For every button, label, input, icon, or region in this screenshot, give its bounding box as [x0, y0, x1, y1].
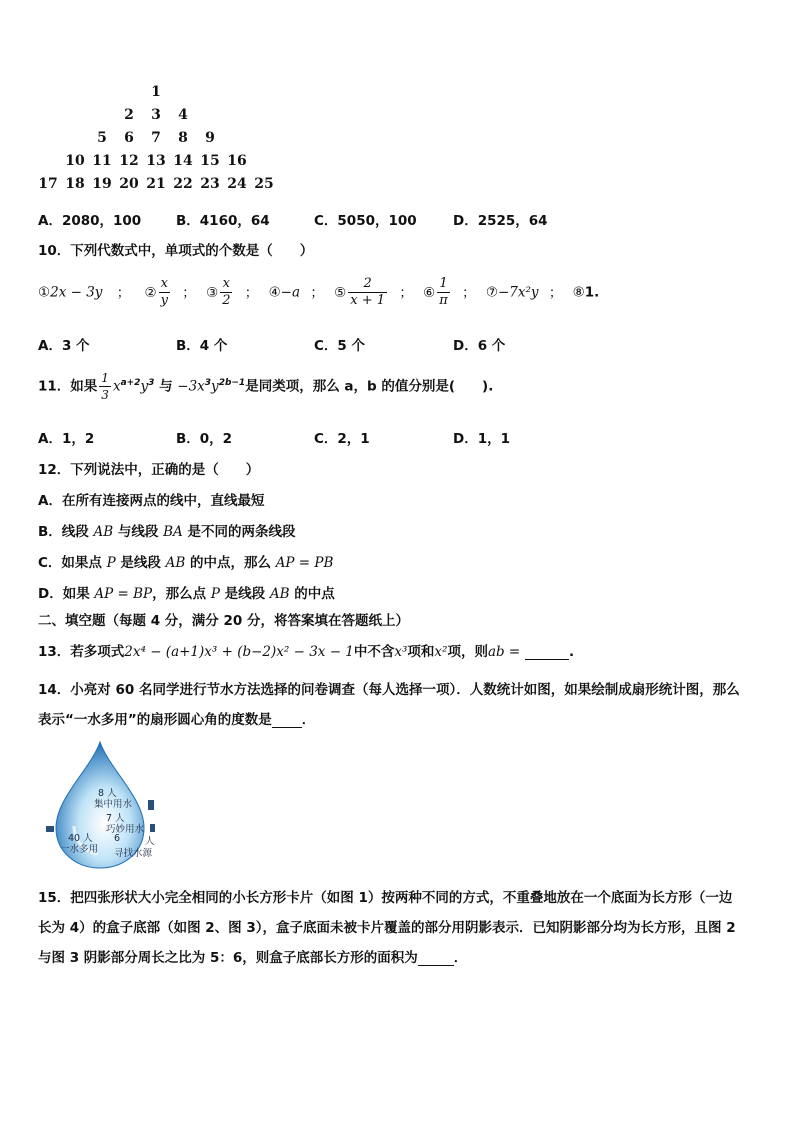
q12-stem: 12．下列说法中，正确的是（ ）: [38, 462, 260, 478]
triangle-number: 16: [227, 153, 247, 169]
q12-option-a[interactable]: A．在所有连接两点的线中，直线最短: [38, 493, 265, 509]
triangle-number: 8: [178, 130, 188, 146]
q15-line-1: 15．把四张形状大小完全相同的小长方形卡片（如图 1）按两种不同的方式，不重叠地放在一个底面为长方形（一边: [38, 890, 733, 906]
figure-label: 巧妙用水: [106, 824, 145, 835]
q15-line-3: 与图 3 阴影部分周长之比为 5：6，则盒子底部长方形的面积为 ．: [38, 950, 468, 966]
q12-option-c[interactable]: C．如果点 P 是线段 AB 的中点，那么 AP = PB: [38, 555, 334, 571]
q10-option-c[interactable]: C．5 个: [314, 338, 366, 354]
answer-blank[interactable]: [525, 645, 569, 660]
figure-label: 集中用水: [94, 799, 133, 810]
answer-blank[interactable]: [418, 951, 454, 966]
figure-label: 40 人: [68, 833, 93, 844]
triangle-number: 24: [227, 176, 247, 192]
q10-item-6: ⑥ $\frac{1}{\pi}$: [423, 276, 448, 308]
q14-line-1: 14．小亮对 60 名同学进行节水方法选择的问卷调查（每人选择一项）．人数统计如图，如果绘制成扇形统计图，那么: [38, 682, 740, 698]
triangle-number: 7: [151, 130, 161, 146]
q9-option-b[interactable]: B．4160，64: [176, 213, 270, 229]
q10-items: ①2x − 3y ； ② $\frac{x}{y}$ ； ③ $\frac{x}{2}$ ； ④−a ； ⑤ $\frac{2}{x + 1}$ ； ⑥ $\frac{1}{\pi}$ ； ⑦−7x²y ； ⑧1.: [38, 276, 600, 308]
triangle-number: 3: [151, 107, 161, 123]
triangle-number: 20: [119, 176, 139, 192]
triangle-number: 6: [124, 130, 134, 146]
triangle-number: 19: [92, 176, 112, 192]
triangle-number: 17: [38, 176, 58, 192]
q11-stem: 11．如果 $\frac{1}{3}$ $x^{a+2}y^3$ 与 $-3x^3y^{2b-1}$是同类项，那么 a，b 的值分别是( ).: [38, 371, 494, 402]
answer-blank[interactable]: [272, 713, 302, 728]
figure-label: 寻找水源: [114, 848, 153, 859]
triangle-number: 12: [119, 153, 139, 169]
triangle-number: 4: [178, 107, 188, 123]
q10-item-7: ⑦−7x²y: [485, 284, 539, 301]
triangle-number: 2: [124, 107, 134, 123]
q10-option-b[interactable]: B．4 个: [176, 338, 228, 354]
triangle-number: 1: [151, 84, 161, 100]
triangle-number: 14: [173, 153, 193, 169]
q10-item-3: ③ $\frac{x}{2}$: [206, 276, 231, 308]
triangle-number: 11: [92, 153, 112, 169]
q14-line-2: 表示“一水多用”的扇形圆心角的度数是 ．: [38, 712, 316, 728]
triangle-number: 15: [200, 153, 220, 169]
q10-item-8: ⑧1.: [572, 284, 600, 301]
q11-option-c[interactable]: C．2，1: [314, 431, 370, 447]
q11-option-a[interactable]: A．1，2: [38, 431, 95, 447]
water-drop-figure: [38, 740, 168, 870]
q10-item-1: ①2x − 3y: [38, 284, 103, 301]
q11-option-d[interactable]: D．1，1: [453, 431, 510, 447]
section-heading: 二、填空题（每题 4 分，满分 20 分，将答案填在答题纸上）: [38, 613, 409, 629]
triangle-number: 5: [97, 130, 107, 146]
q10-stem: 10．下列代数式中，单项式的个数是（ ）: [38, 243, 314, 259]
figure-label: 8 人: [98, 788, 117, 799]
triangle-number: 21: [146, 176, 166, 192]
triangle-number: 10: [65, 153, 85, 169]
q13-stem: 13．若多项式2x⁴ − (a+1)x³ + (b−2)x² − 3x − 1中不含x³项和x²项，则ab = .: [38, 644, 575, 660]
triangle-number: 23: [200, 176, 220, 192]
q10-item-5: ⑤ $\frac{2}{x + 1}$: [334, 276, 386, 308]
triangle-number: 13: [146, 153, 166, 169]
figure-label: 人: [145, 836, 155, 847]
q9-option-a[interactable]: A．2080，100: [38, 213, 142, 229]
q10-option-a[interactable]: A．3 个: [38, 338, 90, 354]
q10-item-4: ④−a: [268, 284, 301, 301]
q9-option-d[interactable]: D．2525，64: [453, 213, 548, 229]
q12-option-d[interactable]: D．如果 AP = BP，那么点 P 是线段 AB 的中点: [38, 586, 335, 602]
triangle-number: 25: [254, 176, 274, 192]
figure-label: 6: [114, 833, 121, 844]
q9-option-c[interactable]: C．5050，100: [314, 213, 417, 229]
triangle-number: 9: [205, 130, 215, 146]
triangle-number: 22: [173, 176, 193, 192]
triangle-number: 18: [65, 176, 85, 192]
q15-line-2: 长为 4）的盒子底部（如图 2、图 3），盒子底面未被卡片覆盖的部分用阴影表示．已知阴影部分均为长方形，且图 2: [38, 920, 736, 936]
q10-option-d[interactable]: D．6 个: [453, 338, 506, 354]
q11-option-b[interactable]: B．0，2: [176, 431, 233, 447]
figure-label: 一水多用: [60, 844, 99, 855]
q12-option-b[interactable]: B．线段 AB 与线段 BA 是不同的两条线段: [38, 524, 296, 540]
q10-item-2: ② $\frac{x}{y}$: [144, 276, 168, 308]
figure-label: 7 人: [106, 813, 125, 824]
